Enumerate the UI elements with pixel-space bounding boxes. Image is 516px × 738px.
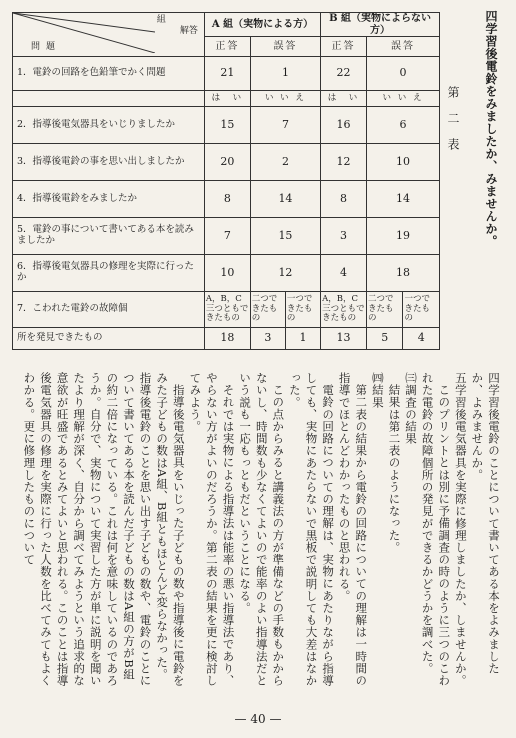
col-b-wrong: 誤答 [367,37,440,57]
question-cell: 1．電鈴の回路を色鉛筆でかく問題 [13,57,205,91]
no-label: い い え [250,91,320,107]
paragraph: このプリントとは別に予備調査の時のように三つのこわれた電鈴の故障個所の発見ができるかどうかを調べた。 [420,372,452,686]
yes-label: は い [321,91,367,107]
value-cell: 12 [250,255,320,292]
value-cell: 8 [321,181,367,218]
value-cell: 6 [367,107,440,144]
value-cell: 3 [321,218,367,255]
results-table [12,12,440,350]
body-text [2,372,502,692]
value-cell: 2 [250,144,320,181]
question-cell: 7．こわれた電鈴の故障個 [13,292,205,328]
subheader-cell: A，B，C三つともできたもの [204,292,250,328]
group-a-header: A 組（実物による方） [204,13,320,37]
question-cell: 2．指導後電気器具をいじりましたか [13,107,205,144]
paragraph: 五学習後電気器具を実際に修理しましたか、しませんか。 [453,372,468,687]
subheader-cell: A，B，C三つともできたもの [321,292,367,328]
question-cell: 4．指導後電鈴をみましたか [13,181,205,218]
paragraph: 結果は第二表のようになった。 [387,383,402,553]
subheader-cell: 二つできたもの [367,292,403,328]
group-b-header: B 組（実物によらない方） [321,13,440,37]
value-cell: 4 [321,255,367,292]
subheading: ㈣結果 [370,372,385,409]
question-cell [13,91,205,107]
no-label: い い え [367,91,440,107]
paragraph: それでは実物による指導法は能率の悪い指導法であり、やらない方がよいのだろうか。第二表の結果を更に検討してみよう。 [188,372,236,687]
table-row [13,57,440,91]
value-cell: 8 [204,181,250,218]
value-cell: 0 [367,57,440,91]
question-cell: 6．指導後電気器具の修理を実際に行ったか [13,255,205,292]
value-cell: 14 [367,181,440,218]
question-cell: 所を発見できたもの [13,328,205,350]
value-cell: 21 [204,57,250,91]
subheading: ㈢調査の結果 [404,372,419,445]
paragraph: 四学習後電鈴のことについて書いてある本をよみましたか、よみませんか。 [470,372,501,675]
paragraph: 第二表の結果から電鈴の回路についての理解は一時間の指導でほとんどわかったものと思われる。 [337,372,369,686]
paragraph: 電鈴の回路についての理解は、実物にあたりながら指導しても、実物にあたらないで黒板で説明しても大差はなかった。 [287,372,336,687]
table-row [13,218,440,255]
value-cell: 4 [403,328,440,350]
table-row [13,328,440,350]
paragraph: この点からみると講義法の方が準備などの手数もかからないし、時間数も少なくてよいので能率のよい指導法だという説も一応もっともだということになる。 [238,372,286,687]
page-number: — 40 — [234,712,282,726]
question-cell: 5．電鈴の事について書いてある本を読みましたか [13,218,205,255]
question-cell: 3．指導後電鈴の事を思い出しましたか [13,144,205,181]
corner-question-label: 問題 [31,41,62,52]
value-cell: 18 [204,328,250,350]
value-cell: 7 [204,218,250,255]
table-row [13,107,440,144]
paragraph: 指導後電気器具をいじった子どもの数や指導後に電鈴をみた子どもの数はA組、B組ともほとんど変らなかった。指導後電鈴のことを思い出す子どもの数や、電鈴のことについて書いてある本を読んだ子どもの数はA組の方がB組の約二倍になっている。これは何を意味しているのであろうか。自分で、実物について実習した方が単に説明を聞いたより理解が深く、自分から調べてみようという追求的な意欲が旺盛であるとみてよいと思われる。このことは指導後電気器具の修理を実際に行った人数を比べてみてもよくわかる。更に修理したものについて [22,372,186,687]
table-corner-cell [13,13,205,57]
subheader-cell: 二つできたもの [250,292,285,328]
value-cell: 15 [204,107,250,144]
corner-answer-label: 解答 [179,26,198,36]
value-cell: 16 [321,107,367,144]
value-cell: 18 [367,255,440,292]
section-heading: 四学習後電鈴をみましたか、みませんか。 [484,10,498,248]
value-cell: 3 [250,328,285,350]
value-cell: 1 [285,328,320,350]
table-label: 第二表 [446,86,460,164]
yes-label: は い [204,91,250,107]
table-row [13,255,440,292]
value-cell: 20 [204,144,250,181]
value-cell: 7 [250,107,320,144]
value-cell: 14 [250,181,320,218]
col-b-correct: 正答 [321,37,367,57]
value-cell: 22 [321,57,367,91]
value-cell: 1 [250,57,320,91]
corner-group-label: 組 [156,15,166,25]
col-a-wrong: 誤答 [250,37,320,57]
value-cell: 15 [250,218,320,255]
table-row [13,181,440,218]
table-row [13,292,440,328]
value-cell: 12 [321,144,367,181]
value-cell: 10 [204,255,250,292]
value-cell: 13 [321,328,367,350]
table-row [13,91,440,107]
col-a-correct: 正答 [204,37,250,57]
subheader-cell: 一つできたもの [285,292,320,328]
subheader-cell: 一つできたもの [403,292,440,328]
value-cell: 5 [367,328,403,350]
value-cell: 10 [367,144,440,181]
value-cell: 19 [367,218,440,255]
table-row [13,144,440,181]
